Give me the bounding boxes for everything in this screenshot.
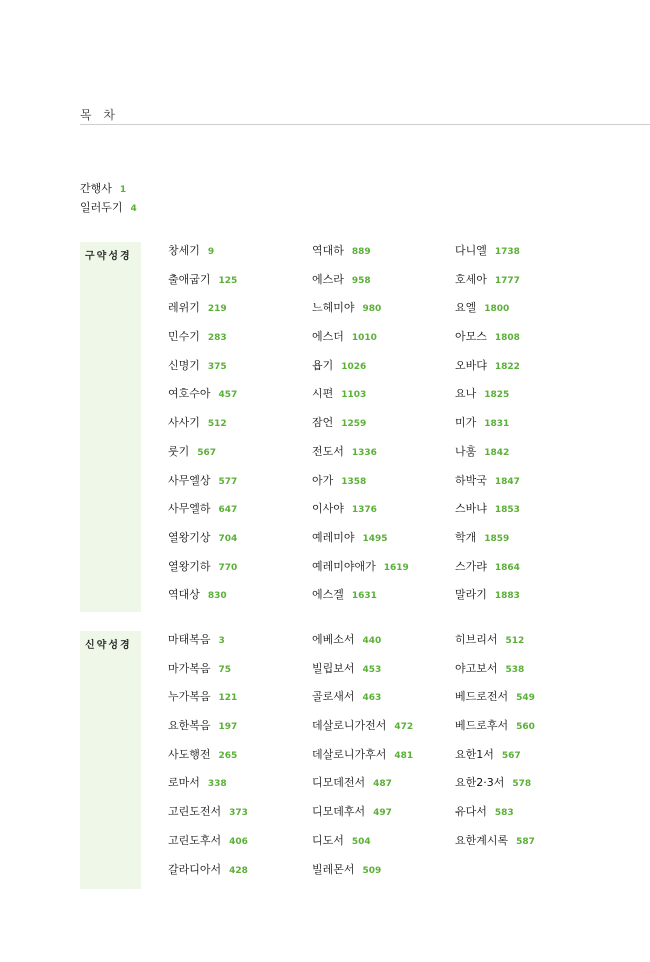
entry-name: 히브리서 xyxy=(455,633,498,646)
toc-entry[interactable] xyxy=(455,631,535,660)
entry-name: 민수기 xyxy=(168,330,200,344)
entry-page: 1777 xyxy=(494,275,520,286)
entry-page: 577 xyxy=(218,476,238,487)
toc-entry[interactable] xyxy=(455,357,520,386)
entry-page: 463 xyxy=(362,693,382,704)
toc-column xyxy=(455,631,535,861)
front-matter-item[interactable] xyxy=(80,180,137,199)
toc-entry[interactable] xyxy=(312,803,413,832)
toc-entry[interactable] xyxy=(312,443,409,472)
entry-page: 9 xyxy=(207,247,215,257)
toc-entry[interactable] xyxy=(312,357,409,386)
entry-page: 440 xyxy=(362,636,382,646)
entry-name: 느헤미야 xyxy=(312,301,355,315)
entry-page: 567 xyxy=(197,447,217,458)
toc-entry[interactable] xyxy=(168,660,248,689)
entry-name: 디모데후서 xyxy=(312,805,366,819)
toc-entry[interactable] xyxy=(455,832,535,861)
entry-page: 1825 xyxy=(484,390,510,401)
entry-page: 1842 xyxy=(484,447,510,458)
toc-entry[interactable] xyxy=(168,529,237,558)
entry-page: 889 xyxy=(351,247,371,257)
entry-name: 여호수아 xyxy=(168,387,211,401)
toc-entry[interactable] xyxy=(168,746,248,775)
toc-entry[interactable] xyxy=(312,472,409,501)
entry-name: 간행사 xyxy=(80,182,112,195)
entry-page: 958 xyxy=(351,275,371,286)
toc-entry[interactable] xyxy=(455,472,520,501)
entry-page: 583 xyxy=(494,808,514,819)
entry-name: 역대하 xyxy=(312,244,344,257)
entry-name: 로마서 xyxy=(168,776,200,790)
entry-name: 사무엘하 xyxy=(168,502,211,516)
entry-name: 룻기 xyxy=(168,444,190,458)
toc-entry[interactable] xyxy=(455,717,535,746)
entry-name: 베드로전서 xyxy=(455,690,509,704)
toc-entry[interactable] xyxy=(312,242,409,271)
entry-name: 야고보서 xyxy=(455,661,498,675)
toc-entry[interactable] xyxy=(455,558,520,587)
entry-page: 1010 xyxy=(351,333,377,344)
section-label-new-testament: 신약성경 xyxy=(80,631,141,889)
entry-page: 980 xyxy=(362,304,382,315)
entry-page: 219 xyxy=(207,304,227,315)
toc-entry[interactable] xyxy=(168,586,237,615)
entry-name: 학개 xyxy=(455,530,477,544)
entry-name: 고린도전서 xyxy=(168,805,222,819)
toc-column xyxy=(312,242,409,615)
toc-entry[interactable] xyxy=(168,242,237,271)
front-matter-item[interactable] xyxy=(80,199,137,218)
toc-entry[interactable] xyxy=(312,558,409,587)
toc-entry[interactable] xyxy=(312,299,409,328)
entry-name: 빌레몬서 xyxy=(312,862,355,876)
entry-page: 283 xyxy=(207,333,227,344)
entry-name: 호세아 xyxy=(455,272,487,286)
toc-entry[interactable] xyxy=(312,529,409,558)
entry-page: 1864 xyxy=(494,562,520,573)
entry-name: 요엘 xyxy=(455,301,477,315)
toc-entry[interactable] xyxy=(312,746,413,775)
toc-entry[interactable] xyxy=(168,385,237,414)
entry-page: 3 xyxy=(218,636,225,646)
toc-entry[interactable] xyxy=(168,717,248,746)
toc-entry[interactable] xyxy=(312,271,409,300)
entry-page: 512 xyxy=(207,419,227,430)
entry-name: 유다서 xyxy=(455,805,487,819)
entry-page: 770 xyxy=(218,562,238,573)
entry-name: 베드로후서 xyxy=(455,719,509,733)
entry-name: 열왕기상 xyxy=(168,530,211,544)
entry-name: 전도서 xyxy=(312,444,344,458)
entry-name: 에베소서 xyxy=(312,633,355,646)
entry-page: 1808 xyxy=(494,333,520,344)
entry-page: 830 xyxy=(207,591,227,602)
entry-page: 1259 xyxy=(341,419,367,430)
entry-page: 1831 xyxy=(484,419,510,430)
entry-page: 1631 xyxy=(351,591,377,602)
entry-name: 일러두기 xyxy=(80,201,123,214)
entry-name: 시편 xyxy=(312,387,334,401)
toc-entry[interactable] xyxy=(455,529,520,558)
entry-name: 창세기 xyxy=(168,244,200,257)
toc-entry[interactable] xyxy=(455,385,520,414)
entry-name: 디도서 xyxy=(312,833,344,847)
entry-name: 말라기 xyxy=(455,588,487,602)
toc-entry[interactable] xyxy=(312,328,409,357)
entry-name: 에스라 xyxy=(312,272,344,286)
entry-page: 497 xyxy=(373,808,392,819)
toc-entry[interactable] xyxy=(312,586,409,615)
toc-entry[interactable] xyxy=(168,631,248,660)
entry-page: 578 xyxy=(512,779,532,790)
toc-entry[interactable] xyxy=(168,328,237,357)
entry-name: 레위기 xyxy=(168,301,200,315)
entry-page: 509 xyxy=(362,865,382,876)
entry-page: 538 xyxy=(505,664,525,675)
entry-page: 504 xyxy=(351,836,371,847)
entry-page: 406 xyxy=(229,836,248,847)
toc-entry[interactable] xyxy=(168,443,237,472)
toc-entry[interactable] xyxy=(312,688,413,717)
entry-page: 453 xyxy=(362,664,382,675)
toc-entry[interactable] xyxy=(168,414,237,443)
entry-page: 1859 xyxy=(484,533,510,544)
toc-entry[interactable] xyxy=(312,414,409,443)
entry-page: 549 xyxy=(516,693,535,704)
toc-entry[interactable] xyxy=(312,832,413,861)
toc-entry[interactable] xyxy=(312,631,413,660)
entry-name: 데살로니가전서 xyxy=(312,719,387,733)
toc-entry[interactable] xyxy=(168,832,248,861)
toc-entry[interactable] xyxy=(455,803,535,832)
entry-page: 125 xyxy=(218,275,238,286)
toc-entry[interactable] xyxy=(455,299,520,328)
entry-name: 사무엘상 xyxy=(168,473,211,487)
entry-name: 아모스 xyxy=(455,330,487,344)
entry-page: 265 xyxy=(218,750,238,761)
entry-page: 338 xyxy=(207,779,227,790)
section-label-old-testament: 구약성경 xyxy=(80,242,141,612)
entry-page: 375 xyxy=(207,361,227,372)
entry-page: 1358 xyxy=(341,476,367,487)
toc-entry[interactable] xyxy=(168,774,248,803)
toc-entry[interactable] xyxy=(312,385,409,414)
entry-name: 미가 xyxy=(455,416,477,430)
entry-name: 신명기 xyxy=(168,358,200,372)
toc-entry[interactable] xyxy=(168,472,237,501)
entry-name: 이사야 xyxy=(312,502,344,516)
entry-page: 704 xyxy=(218,533,238,544)
entry-name: 고린도후서 xyxy=(168,833,222,847)
toc-entry[interactable] xyxy=(455,414,520,443)
toc-entry[interactable] xyxy=(168,803,248,832)
toc-entry[interactable] xyxy=(455,443,520,472)
entry-name: 마태복음 xyxy=(168,633,211,646)
entry-name: 데살로니가후서 xyxy=(312,747,387,761)
entry-page: 1 xyxy=(119,185,127,195)
entry-page: 647 xyxy=(218,505,238,516)
entry-page: 1800 xyxy=(484,304,510,315)
entry-name: 오바댜 xyxy=(455,358,487,372)
toc-entry[interactable] xyxy=(312,500,409,529)
entry-name: 욥기 xyxy=(312,358,334,372)
entry-name: 스바냐 xyxy=(455,502,487,516)
toc-entry[interactable] xyxy=(455,328,520,357)
entry-name: 하박국 xyxy=(455,473,487,487)
toc-column xyxy=(312,631,413,889)
toc-entry[interactable] xyxy=(168,861,248,890)
toc-entry[interactable] xyxy=(455,242,520,271)
toc-entry[interactable] xyxy=(312,774,413,803)
entry-page: 1883 xyxy=(494,591,520,602)
entry-page: 560 xyxy=(516,722,535,733)
toc-column xyxy=(455,242,520,615)
front-matter xyxy=(80,180,137,218)
entry-page: 1336 xyxy=(351,447,377,458)
entry-name: 에스겔 xyxy=(312,588,344,602)
entry-page: 587 xyxy=(516,836,535,847)
entry-name: 빌립보서 xyxy=(312,661,355,675)
entry-name: 아가 xyxy=(312,473,334,487)
entry-page: 1822 xyxy=(494,361,520,372)
entry-name: 요나 xyxy=(455,387,477,401)
entry-page: 481 xyxy=(394,750,414,761)
entry-name: 예레미야 xyxy=(312,530,355,544)
entry-page: 567 xyxy=(501,750,521,761)
entry-page: 1495 xyxy=(362,533,388,544)
toc-entry[interactable] xyxy=(312,660,413,689)
entry-page: 1376 xyxy=(351,505,377,516)
entry-name: 요한복음 xyxy=(168,719,211,733)
entry-name: 역대상 xyxy=(168,588,200,602)
entry-name: 출애굽기 xyxy=(168,272,211,286)
entry-page: 1853 xyxy=(494,505,520,516)
toc-entry[interactable] xyxy=(168,558,237,587)
toc-entry[interactable] xyxy=(312,717,413,746)
entry-name: 누가복음 xyxy=(168,690,211,704)
entry-name: 스가랴 xyxy=(455,559,487,573)
entry-name: 요한1서 xyxy=(455,747,494,761)
entry-name: 디모데전서 xyxy=(312,776,366,790)
toc-column xyxy=(168,242,237,615)
toc-column xyxy=(168,631,248,889)
toc-entry[interactable] xyxy=(455,746,535,775)
entry-page: 487 xyxy=(373,779,392,790)
entry-name: 마가복음 xyxy=(168,661,211,675)
entry-name: 사도행전 xyxy=(168,747,211,761)
entry-name: 열왕기하 xyxy=(168,559,211,573)
toc-entry[interactable] xyxy=(455,660,535,689)
entry-page: 1847 xyxy=(494,476,520,487)
toc-entry[interactable] xyxy=(168,688,248,717)
toc-entry[interactable] xyxy=(312,861,413,890)
entry-page: 75 xyxy=(218,664,232,675)
toc-entry[interactable] xyxy=(455,774,535,803)
entry-page: 197 xyxy=(218,722,238,733)
entry-name: 에스더 xyxy=(312,330,344,344)
title-divider xyxy=(80,124,650,125)
toc-entry[interactable] xyxy=(455,586,520,615)
entry-name: 골로새서 xyxy=(312,690,355,704)
toc-entry[interactable] xyxy=(455,271,520,300)
entry-name: 다니엘 xyxy=(455,244,487,257)
entry-page: 1026 xyxy=(341,361,367,372)
entry-name: 잠언 xyxy=(312,416,334,430)
entry-page: 512 xyxy=(505,636,525,646)
entry-name: 나훔 xyxy=(455,444,477,458)
entry-page: 428 xyxy=(229,865,248,876)
entry-name: 요한2·3서 xyxy=(455,776,505,790)
entry-page: 373 xyxy=(229,808,248,819)
toc-entry[interactable] xyxy=(168,299,237,328)
toc-entry[interactable] xyxy=(168,500,237,529)
entry-name: 사사기 xyxy=(168,416,200,430)
entry-name: 예레미야애가 xyxy=(312,559,376,573)
toc-entry[interactable] xyxy=(455,500,520,529)
entry-page: 472 xyxy=(394,722,414,733)
toc-entry[interactable] xyxy=(455,688,535,717)
page-title: 목 차 xyxy=(80,108,119,122)
toc-entry[interactable] xyxy=(168,357,237,386)
entry-name: 갈라디아서 xyxy=(168,862,222,876)
entry-page: 457 xyxy=(218,390,238,401)
entry-page: 1738 xyxy=(494,247,520,257)
entry-page: 1619 xyxy=(383,562,409,573)
toc-entry[interactable] xyxy=(168,271,237,300)
entry-page: 4 xyxy=(130,204,137,214)
entry-page: 1103 xyxy=(341,390,367,401)
entry-page: 121 xyxy=(218,693,238,704)
entry-name: 요한계시록 xyxy=(455,833,509,847)
